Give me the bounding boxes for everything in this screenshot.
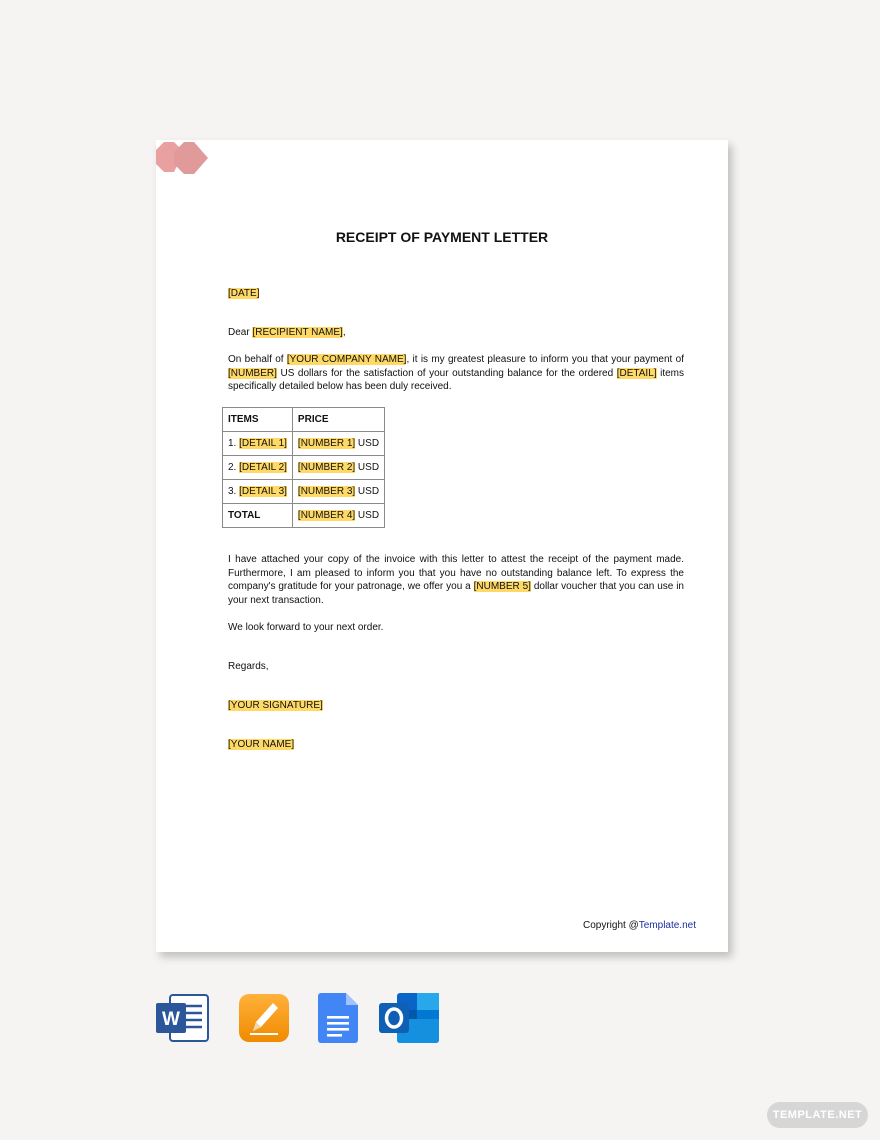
brand-logo-icon	[156, 140, 212, 178]
item-cell	[223, 456, 293, 480]
name-placeholder: [YOUR NAME]	[228, 739, 295, 750]
price-value: [NUMBER 2]	[297, 462, 356, 473]
letter-title: RECEIPT OF PAYMENT LETTER	[335, 229, 549, 245]
date-placeholder: [DATE]	[228, 288, 260, 299]
date-field	[228, 287, 684, 301]
item-cell	[223, 480, 293, 504]
number-placeholder: [NUMBER]	[228, 367, 277, 379]
intro-text-4: items specifically detailed below has been duly received.	[228, 367, 684, 392]
google-docs-icon[interactable]	[318, 993, 358, 1043]
word-icon[interactable]	[156, 993, 210, 1043]
items-table	[222, 407, 385, 528]
attached-text-2: dollar voucher that you can use in your next transaction.	[228, 581, 684, 606]
attached-paragraph	[228, 553, 684, 607]
table-row	[223, 456, 385, 480]
detail-placeholder: [DETAIL]	[616, 367, 657, 379]
table-total-row	[223, 504, 385, 528]
regards-line: Regards,	[228, 661, 269, 672]
closing-line: We look forward to your next order.	[228, 622, 384, 633]
copyright-notice	[583, 920, 696, 931]
intro-text-3: US dollars for the satisfaction of your outstanding balance for the ordered	[276, 367, 617, 379]
total-label: TOTAL	[223, 504, 293, 528]
intro-paragraph	[228, 353, 684, 394]
price-value: [NUMBER 1]	[297, 438, 356, 449]
copyright-link[interactable]: Template.net	[638, 920, 696, 931]
price-cell	[292, 456, 384, 480]
item-number: 2.	[228, 462, 240, 473]
salutation-suffix: ,	[342, 327, 346, 338]
app-icons-row	[0, 993, 880, 1045]
price-unit: USD	[355, 462, 380, 473]
item-number: 1.	[228, 438, 240, 449]
recipient-placeholder: [RECIPIENT NAME]	[252, 327, 343, 338]
total-price-cell	[292, 504, 384, 528]
table-row	[223, 480, 385, 504]
signature-field	[228, 699, 684, 713]
price-cell	[292, 480, 384, 504]
price-header: PRICE	[292, 408, 384, 432]
item-cell	[223, 432, 293, 456]
name-field	[228, 738, 684, 752]
item-number: 3.	[228, 486, 240, 497]
item-detail: [DETAIL 2]	[239, 462, 287, 473]
letter-page	[156, 140, 728, 952]
attached-text-1: I have attached your copy of the invoice with this letter to attest the receipt of the payment made. Furthermore, I am pleased to inform you that you have no outstanding balance left. To express the company's gratitude for your patronage, we offer you a	[228, 554, 684, 592]
items-header: ITEMS	[223, 408, 293, 432]
item-detail: [DETAIL 3]	[239, 486, 287, 497]
total-price-value: [NUMBER 4]	[297, 510, 356, 521]
voucher-number-placeholder: [NUMBER 5]	[473, 581, 531, 592]
price-value: [NUMBER 3]	[297, 486, 356, 497]
table-row	[223, 432, 385, 456]
pages-icon[interactable]	[238, 993, 290, 1043]
price-cell	[292, 432, 384, 456]
signature-placeholder: [YOUR SIGNATURE]	[228, 700, 323, 711]
salutation-prefix: Dear	[228, 327, 253, 338]
outlook-icon[interactable]	[379, 993, 439, 1043]
intro-text-1: On behalf of	[228, 354, 287, 365]
watermark-badge: TEMPLATE.NET	[767, 1102, 868, 1128]
item-detail: [DETAIL 1]	[239, 438, 287, 449]
intro-text-2: , it is my greatest pleasure to inform you that your payment of	[406, 354, 684, 365]
company-name-placeholder: [YOUR COMPANY NAME]	[286, 354, 407, 365]
salutation	[228, 326, 684, 340]
total-price-unit: USD	[355, 510, 380, 521]
copyright-prefix: Copyright @	[583, 920, 639, 931]
price-unit: USD	[355, 486, 380, 497]
price-unit: USD	[355, 438, 380, 449]
table-header-row	[223, 408, 385, 432]
svg-text:W: W	[162, 1009, 180, 1030]
